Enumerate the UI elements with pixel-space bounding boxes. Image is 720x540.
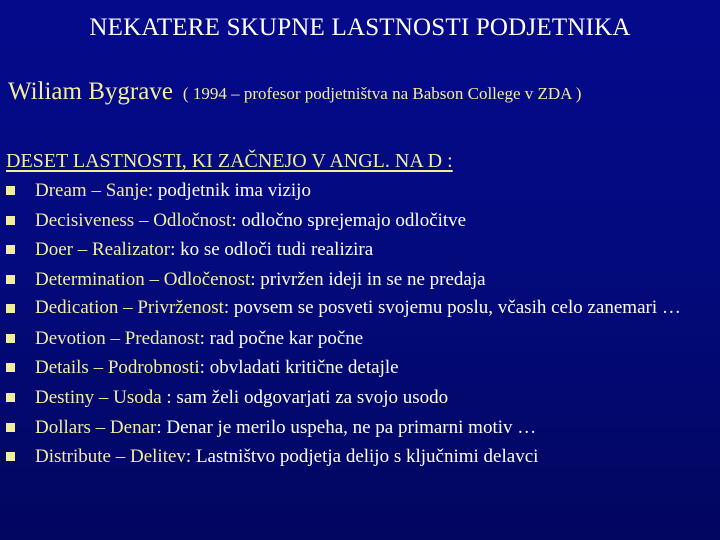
- author-name: Wiliam Bygrave: [8, 78, 173, 105]
- trait-term: Doer – Realizator: [35, 239, 171, 261]
- trait-description: : rad počne kar počne: [199, 327, 364, 349]
- list-item: [6, 353, 711, 383]
- trait-description: : obvladati kritične detajle: [199, 357, 399, 379]
- trait-description: : Lastništvo podjetja delijo s ključnimi delavci: [185, 446, 539, 468]
- square-bullet-icon: [6, 186, 15, 195]
- trait-term: Dollars – Denar: [35, 416, 157, 438]
- list-item: [6, 176, 711, 206]
- list-item: [6, 413, 711, 443]
- list-item: [6, 206, 711, 236]
- trait-term: Devotion – Predanost: [35, 327, 200, 349]
- square-bullet-icon: [6, 334, 15, 343]
- author-note: ( 1994 – profesor podjetništva na Babson College v ZDA ): [182, 84, 582, 103]
- author-line: [8, 78, 581, 106]
- traits-list: [6, 176, 711, 472]
- square-bullet-icon: [6, 275, 15, 284]
- trait-description: : Denar je merilo uspeha, ne pa primarni motiv …: [156, 416, 537, 438]
- trait-term: Destiny – Usoda: [35, 387, 167, 409]
- square-bullet-icon: [6, 393, 15, 402]
- list-item: [6, 294, 711, 324]
- trait-term: Distribute – Delitev: [35, 446, 186, 468]
- slide-title: NEKATERE SKUPNE LASTNOSTI PODJETNIKA: [89, 14, 631, 41]
- trait-term: Dedication – Privrženost: [35, 297, 224, 319]
- list-item: [6, 265, 711, 295]
- square-bullet-icon: [6, 363, 15, 372]
- trait-description: : povsem se posveti svojemu poslu, včasih celo zanemari …: [223, 297, 681, 319]
- square-bullet-icon: [6, 216, 15, 225]
- trait-term: Determination – Odločenost: [35, 268, 251, 290]
- list-heading: DESET LASTNOSTI, KI ZAČNEJO V ANGL. NA D :: [6, 150, 453, 172]
- list-item: [6, 324, 711, 354]
- square-bullet-icon: [6, 245, 15, 254]
- trait-description: : podjetnik ima vizijo: [147, 180, 311, 201]
- square-bullet-icon: [6, 304, 15, 313]
- list-item: [6, 383, 711, 413]
- trait-description: : sam želi odgovarjati za svojo usodo: [166, 387, 449, 409]
- list-item: [6, 442, 711, 472]
- square-bullet-icon: [6, 452, 15, 461]
- trait-term: Decisiveness – Odločnost: [35, 209, 232, 231]
- square-bullet-icon: [6, 423, 15, 432]
- trait-term: Dream – Sanje: [35, 180, 148, 201]
- list-item: [6, 235, 711, 265]
- trait-description: : privržen ideji in se ne predaja: [250, 268, 486, 290]
- trait-term: Details – Podrobnosti: [35, 357, 200, 379]
- trait-description: : odločno sprejemajo odločitve: [231, 209, 467, 231]
- trait-description: : ko se odloči tudi realizira: [170, 239, 374, 261]
